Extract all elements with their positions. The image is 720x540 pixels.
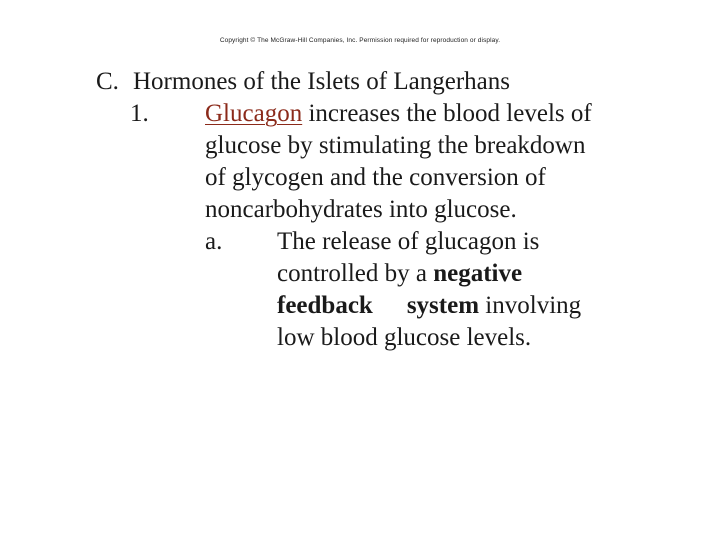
list-item-1-line-4: noncarbohydrates into glucose. xyxy=(205,196,517,223)
glucagon-term-link[interactable]: Glucagon xyxy=(205,100,303,127)
sub-item-a-line-2-plain: controlled by a xyxy=(277,260,434,287)
list-item-1-line-1-rest: increases the blood levels of xyxy=(302,100,592,127)
section-marker: C. xyxy=(96,68,119,95)
section-heading xyxy=(96,66,696,98)
sub-item-a-line-3-plain: involving xyxy=(479,292,582,319)
sub-item-a-marker: a. xyxy=(205,228,223,255)
list-item-1-text xyxy=(205,98,655,226)
sub-item-a xyxy=(205,226,696,354)
list-item-1-line-3: of glycogen and the conversion of xyxy=(205,164,546,191)
list-item-1-line-1 xyxy=(205,98,655,130)
feedback-term: feedback xyxy=(277,292,373,319)
sub-item-a-line-3 xyxy=(277,290,696,322)
list-item-1-marker: 1. xyxy=(130,100,149,127)
system-term: system xyxy=(406,292,480,319)
sub-item-a-text xyxy=(277,226,696,354)
negative-term: negative xyxy=(433,260,523,287)
sub-item-a-line-4: low blood glucose levels. xyxy=(277,324,532,351)
copyright-notice: Copyright © The McGraw-Hill Companies, Inc. Permission required for reproduction or display. xyxy=(219,37,501,44)
sub-item-a-line-1: The release of glucagon is xyxy=(277,228,540,255)
sub-item-a-line-2 xyxy=(277,258,696,290)
slide-body xyxy=(96,66,696,354)
section-title: Hormones of the Islets of Langerhans xyxy=(133,68,510,95)
list-item-1 xyxy=(96,98,696,226)
list-item-1-line-2: glucose by stimulating the breakdown xyxy=(205,132,586,159)
